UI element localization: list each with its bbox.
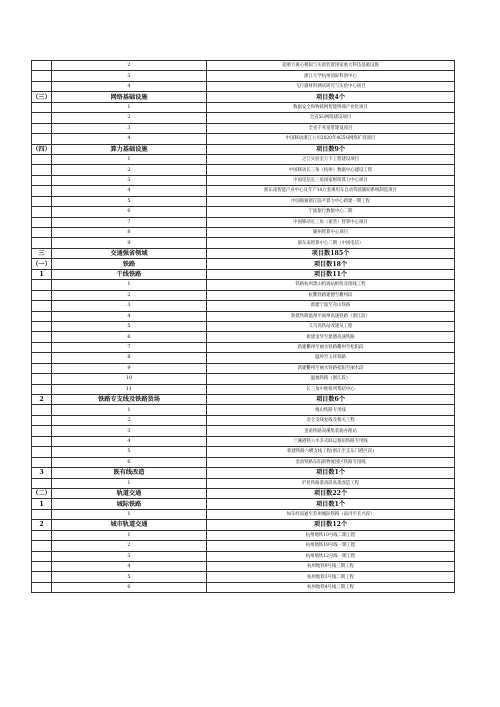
row-blank-cell [32, 113, 52, 123]
section-header-row [32, 468, 455, 478]
project-name: 杭州地铁10号线二期工程 [207, 530, 455, 540]
project-row [32, 457, 455, 467]
project-number: 1 [52, 478, 207, 488]
project-row [32, 321, 455, 331]
project-row [32, 165, 455, 175]
row-blank-cell [32, 175, 52, 185]
project-number: 3 [52, 426, 207, 436]
project-row [32, 290, 455, 300]
project-table [31, 60, 455, 593]
project-name: 义乌高铁站改建及工程 [207, 321, 455, 331]
section-id: 2 [32, 395, 52, 405]
row-blank-cell [32, 405, 52, 415]
project-row [32, 384, 455, 394]
section-title: 城际铁路 [52, 499, 207, 509]
project-name: 浙江大学杭州国际科创中心 [207, 71, 455, 81]
project-name: 新建衢州至丽水铁路衢州至松阳段 [207, 342, 455, 352]
row-blank-cell [32, 71, 52, 81]
project-name: 超重力离心模拟与实验装置国家重大科技基础设施 [207, 61, 455, 71]
row-blank-cell [32, 280, 52, 290]
project-name: 全省5G网络建设项目 [207, 113, 455, 123]
project-number: 3 [52, 301, 207, 311]
project-name: 中国联通浙江临平算力中心新建一期工程 [207, 196, 455, 206]
section-project-count: 项目数185个 [207, 248, 455, 258]
project-number: 1 [52, 509, 207, 519]
project-name: 兰溪港铁公水多式联运枢纽铁路专用线 [207, 436, 455, 446]
row-blank-cell [32, 311, 52, 321]
project-number: 6 [52, 332, 207, 342]
project-name: 金甬铁路东阳新物流园区铁路专用线 [207, 457, 455, 467]
row-blank-cell [32, 154, 52, 164]
project-name: 金甬铁路双溪集装箱办理站 [207, 426, 455, 436]
section-id: （三） [32, 93, 51, 101]
row-blank-cell [32, 541, 52, 551]
section-header-row [32, 520, 455, 530]
project-name: 北仑支线复线及相关工程 [207, 415, 455, 425]
project-name: 杭衢铁路建德至衢州段 [207, 290, 455, 300]
row-blank-cell [32, 551, 52, 561]
section-id: （四） [32, 145, 51, 153]
project-number: 3 [52, 551, 207, 561]
row-blank-cell [32, 196, 52, 206]
row-blank-cell [32, 342, 52, 352]
project-number: 1 [52, 154, 207, 164]
section-header-row [32, 395, 455, 405]
row-blank-cell [32, 134, 52, 144]
project-number: 4 [52, 81, 207, 91]
section-id: 3 [32, 468, 52, 478]
project-name: 梅山铁路专用线 [207, 405, 455, 415]
project-number: 4 [52, 134, 207, 144]
section-id: 三 [32, 248, 52, 258]
project-row [32, 572, 455, 582]
section-id: （二） [32, 490, 51, 498]
section-id: 1 [32, 269, 52, 279]
row-blank-cell [32, 353, 52, 363]
section-project-count: 项目数6个 [207, 395, 455, 405]
row-blank-cell [32, 447, 52, 457]
section-header-row [32, 488, 455, 498]
row-blank-cell [32, 61, 52, 71]
project-row [32, 61, 455, 71]
section-project-count: 项目数9个 [207, 144, 455, 154]
project-number: 6 [52, 207, 207, 217]
row-blank-cell [32, 217, 52, 227]
project-number: 10 [52, 374, 207, 384]
project-number: 4 [52, 436, 207, 446]
project-name: 杭州地铁12号线一期工程 [207, 551, 455, 561]
row-blank-cell [32, 363, 52, 373]
project-number: 2 [52, 165, 207, 175]
project-name: 长三角中欧班列集结中心 [207, 384, 455, 394]
row-blank-cell [32, 228, 52, 238]
project-number: 2 [52, 113, 207, 123]
project-row [32, 374, 455, 384]
project-number: 8 [52, 353, 207, 363]
project-name: 飞行器材料测试研究与实验中心项目 [207, 81, 455, 91]
project-row [32, 582, 455, 592]
section-header-row [32, 499, 455, 509]
project-number: 3 [52, 123, 207, 133]
row-blank-cell [32, 81, 52, 91]
project-name: 中国移动浙江公司2020年4G5G网络扩容项目 [207, 134, 455, 144]
project-row [32, 102, 455, 112]
section-header-row [32, 248, 455, 258]
project-row [32, 228, 455, 238]
project-row [32, 342, 455, 352]
section-project-count: 项目数1个 [207, 468, 455, 478]
project-row [32, 551, 455, 561]
section-title: 算力基础设施 [52, 144, 207, 154]
section-title: 铁路专支线及铁路货场 [52, 395, 207, 405]
project-name: 浙东南智能产业中心及年产10万套乘用车自动驾驶辅助系统制造项目 [207, 186, 455, 196]
project-number: 2 [52, 541, 207, 551]
project-row [32, 541, 455, 551]
project-name: 杭州地铁4号线三期工程 [207, 582, 455, 592]
project-row [32, 415, 455, 425]
section-id: 2 [32, 520, 52, 530]
project-name: 温岭至玉环铁路 [207, 353, 455, 363]
project-row [32, 134, 455, 144]
project-name: 宁波银行数据中心二期 [207, 207, 455, 217]
project-row [32, 353, 455, 363]
row-blank-cell [32, 102, 52, 112]
project-number: 1 [52, 280, 207, 290]
project-number: 5 [52, 196, 207, 206]
row-blank-cell [32, 374, 52, 384]
section-title: 城市轨道交通 [52, 520, 207, 530]
row-blank-cell [32, 123, 52, 133]
project-number: 5 [52, 447, 207, 457]
row-blank-cell [32, 562, 52, 572]
project-row [32, 426, 455, 436]
project-row [32, 478, 455, 488]
row-blank-cell [32, 165, 52, 175]
project-name: 浙东南智算中心二期（中国电信） [207, 238, 455, 248]
section-project-count: 项目数11个 [207, 269, 455, 279]
row-blank-cell [32, 582, 52, 592]
section-id: 1 [32, 499, 52, 509]
row-blank-cell [32, 321, 52, 331]
project-row [32, 238, 455, 248]
project-name: 新建衢州至丽水铁路松阳至丽水段 [207, 363, 455, 373]
section-project-count: 项目数18个 [207, 259, 455, 269]
project-table-body [32, 61, 455, 593]
row-blank-cell [32, 238, 52, 248]
project-number: 2 [52, 415, 207, 425]
section-title: 网络基础设施 [52, 92, 207, 102]
project-name: 中国移动长三角（嘉善）智算中心项目 [207, 217, 455, 227]
project-number: 7 [52, 217, 207, 227]
project-row [32, 154, 455, 164]
project-name: 数据安全和物联网智能终端产业化项目 [207, 102, 455, 112]
section-header-row [32, 144, 455, 154]
project-row [32, 332, 455, 342]
project-number: 6 [52, 457, 207, 467]
section-project-count: 项目数22个 [207, 488, 455, 498]
project-row [32, 217, 455, 227]
project-number: 4 [52, 311, 207, 321]
row-blank-cell [32, 426, 52, 436]
project-number: 4 [52, 562, 207, 572]
project-name: 杭州地铁9号线三期工程 [207, 562, 455, 572]
row-blank-cell [32, 572, 52, 582]
project-number: 6 [52, 582, 207, 592]
project-row [32, 447, 455, 457]
project-number: 9 [52, 363, 207, 373]
project-number: 2 [52, 290, 207, 300]
project-name: 全省千兆宽带建设项目 [207, 123, 455, 133]
section-title: 轨道交通 [52, 488, 207, 498]
project-number: 9 [52, 238, 207, 248]
project-row [32, 71, 455, 81]
project-name: 温福铁路（浙江段） [207, 374, 455, 384]
section-id: （一） [32, 260, 51, 268]
section-title: 既有线改造 [52, 468, 207, 478]
project-number: 1 [52, 405, 207, 415]
project-number: 11 [52, 384, 207, 394]
section-title: 铁路 [52, 259, 207, 269]
project-name: 湖州智算中心项目 [207, 228, 455, 238]
project-row [32, 405, 455, 415]
project-number: 2 [52, 61, 207, 71]
project-row [32, 81, 455, 91]
project-name: 杭州地铁18号线一期工程 [207, 541, 455, 551]
row-blank-cell [32, 290, 52, 300]
project-name: 新建宁波至舟山铁路 [207, 301, 455, 311]
project-number: 5 [52, 321, 207, 331]
project-number: 1 [52, 102, 207, 112]
row-blank-cell [32, 530, 52, 540]
project-name: 沪昆铁路萧甬段高架改造工程 [207, 478, 455, 488]
project-row [32, 123, 455, 133]
project-number: 4 [52, 186, 207, 196]
section-header-row [32, 269, 455, 279]
project-number: 5 [52, 572, 207, 582]
project-row [32, 113, 455, 123]
section-project-count: 项目数4个 [207, 92, 455, 102]
project-name: 新建铁路六横支线工程(浙江至支东门港区段) [207, 447, 455, 457]
section-project-count: 项目数12个 [207, 520, 455, 530]
section-header-row [32, 92, 455, 102]
project-number: 1 [52, 530, 207, 540]
row-blank-cell [32, 436, 52, 446]
project-row [32, 175, 455, 185]
project-row [32, 436, 455, 446]
project-name: 如东经南通至苏州城际铁路（南浔至长兴段） [207, 509, 455, 519]
project-number: 7 [52, 342, 207, 352]
row-blank-cell [32, 301, 52, 311]
project-row [32, 280, 455, 290]
project-name: 新建金华至建德高速铁路 [207, 332, 455, 342]
row-blank-cell [32, 186, 52, 196]
project-name: 中国移动长三角（杭州）数据中心建设工程 [207, 165, 455, 175]
project-row [32, 196, 455, 206]
project-number: 3 [52, 71, 207, 81]
project-name: 中国电信长三角国家枢纽算力中心项目 [207, 175, 455, 185]
project-row [32, 311, 455, 321]
row-blank-cell [32, 415, 52, 425]
project-name: 之江实验室万卡工程建设项目 [207, 154, 455, 164]
row-blank-cell [32, 509, 52, 519]
project-name: 铁路杭州萧山机场站枢纽及接线工程 [207, 280, 455, 290]
project-name: 杭州地铁3号线二期工程 [207, 572, 455, 582]
project-number: 3 [52, 175, 207, 185]
row-blank-cell [32, 207, 52, 217]
project-row [32, 301, 455, 311]
section-project-count: 项目数1个 [207, 499, 455, 509]
section-header-row [32, 259, 455, 269]
row-blank-cell [32, 332, 52, 342]
project-row [32, 562, 455, 572]
row-blank-cell [32, 384, 52, 394]
project-row [32, 509, 455, 519]
row-blank-cell [32, 457, 52, 467]
project-row [32, 530, 455, 540]
project-name: 新建铁路温州至福州高速铁路（浙江段） [207, 311, 455, 321]
project-row [32, 363, 455, 373]
section-title: 交通强省领域 [52, 248, 207, 258]
project-row [32, 207, 455, 217]
section-title: 干线铁路 [52, 269, 207, 279]
project-row [32, 186, 455, 196]
row-blank-cell [32, 478, 52, 488]
project-number: 8 [52, 228, 207, 238]
